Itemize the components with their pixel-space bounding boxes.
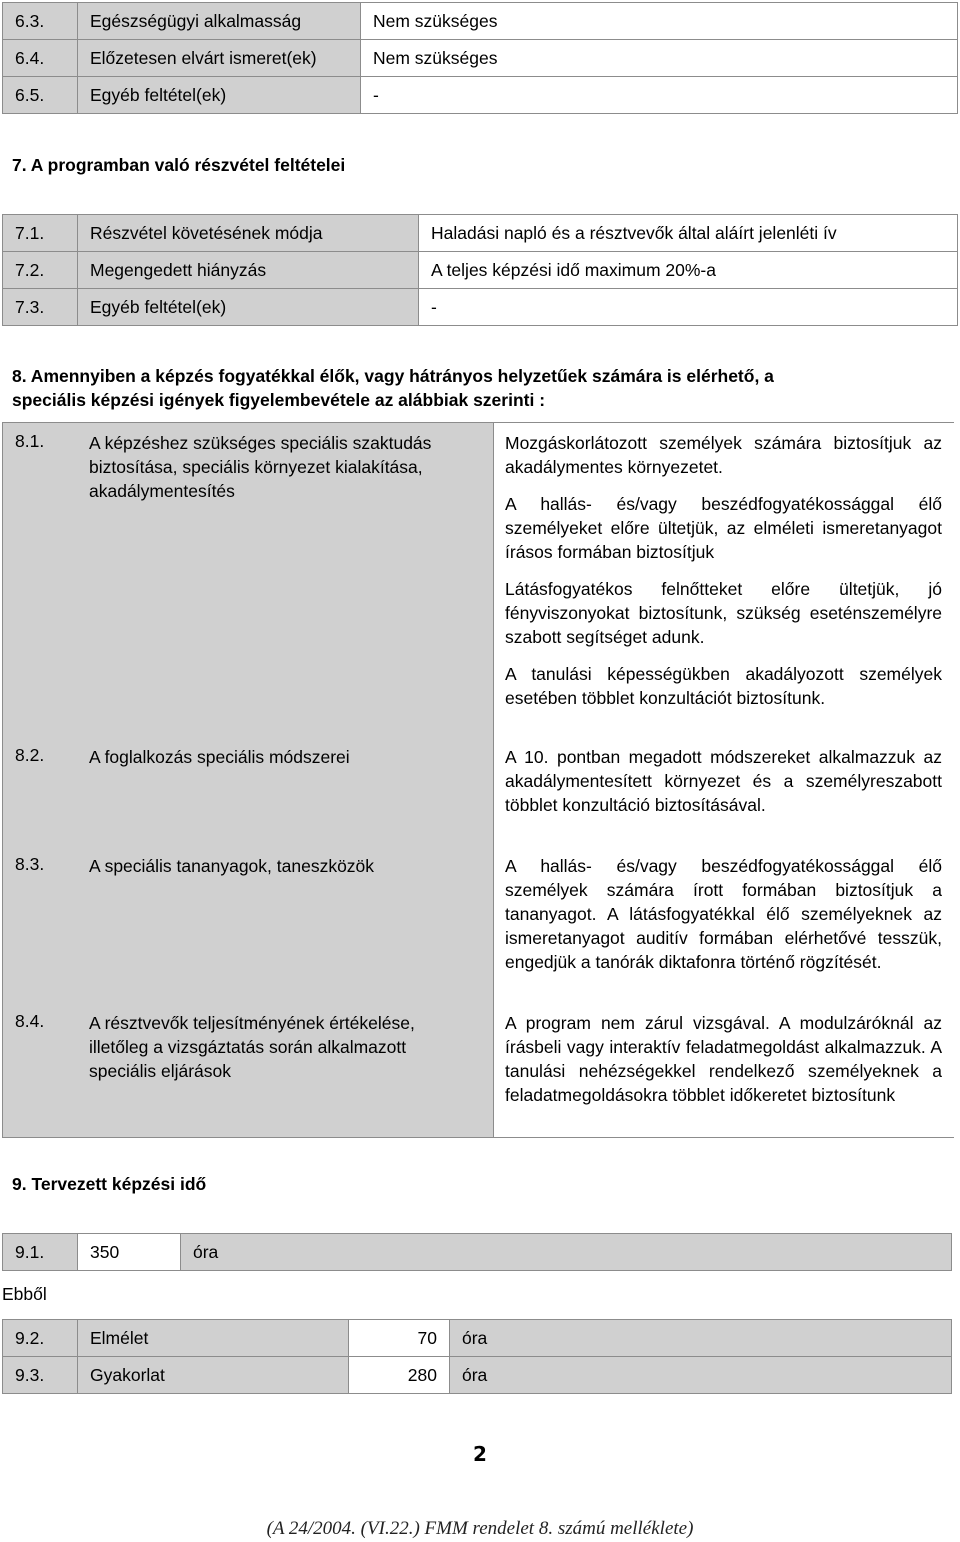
table-row [3, 215, 958, 252]
row-label: A képzéshez szükséges speciális szaktudás biztosítása, speciális környezet kialakítása, akadálymentesítés [89, 433, 432, 501]
row-label: Előzetesen elvárt ismeret(ek) [78, 40, 361, 77]
section-8-title-line-1: 8. Amennyiben a képzés fogyatékkal élők, vagy hátrányos helyzetűek számára is elérhető, a [12, 366, 774, 386]
section-8-table [2, 422, 954, 1138]
row-label: Egészségügyi alkalmasság [78, 3, 361, 40]
table-row [3, 3, 958, 40]
row-value: Nem szükséges [361, 3, 958, 40]
row-number: 9.1. [3, 1234, 78, 1271]
table-row [3, 289, 958, 326]
paragraph: A hallás- és/vagy beszédfogyatékossággal élő személyeket előre ültetjük, az elméleti ismeretanyagot írásos formában biztosítjuk [505, 494, 942, 562]
row-value: A 10. pontban megadott módszereket alkalmazzuk az akadálymentesített környezet és a személyreszabott többlet konzultáció biztosításával. [505, 747, 942, 815]
section-9-title: 9. Tervezett képzési idő [12, 1174, 207, 1194]
ebbol-label: Ebből [2, 1284, 47, 1304]
paragraph: Látásfogyatékos felnőtteket előre ültetjük, jó fényviszonyokat biztosítunk, szükség eseténszemélyre szabott segítséget adunk. [505, 579, 942, 647]
row-label: Egyéb feltétel(ek) [78, 77, 361, 114]
hours-value: 280 [349, 1357, 450, 1394]
row-value: A hallás- és/vagy beszédfogyatékossággal élő személyek számára írott formában biztosítjuk a tananyagot. A látásfogyatékkal élő személyeknek az ismeretanyagot auditív formában elérhetővé tesszük, engedjük a tanórák diktafonra történő rögzítését. [505, 856, 942, 972]
row-number: 8.2. [15, 745, 45, 765]
section-7-title: 7. A programban való részvétel feltételei [12, 155, 346, 175]
page-number: 2 [473, 1442, 487, 1466]
total-hours-table [2, 1233, 952, 1271]
paragraph: Mozgáskorlátozott személyek számára biztosítjuk az akadálymentes környezetet. [505, 433, 942, 477]
row-number: 9.2. [3, 1320, 78, 1357]
row-label: Részvétel követésének módja [78, 215, 419, 252]
row-number: 6.4. [3, 40, 78, 77]
row-number: 7.3. [3, 289, 78, 326]
footer: (A 24/2004. (VI.22.) FMM rendelet 8. számú melléklete) [266, 1518, 694, 1539]
hours-unit: óra [181, 1234, 952, 1271]
row-number: 7.2. [3, 252, 78, 289]
section-6-table [2, 2, 958, 114]
row-label: Megengedett hiányzás [78, 252, 419, 289]
table-row [3, 1320, 952, 1357]
row-label: A speciális tananyagok, taneszközök [89, 856, 375, 876]
table-row [3, 252, 958, 289]
row-value: Haladási napló és a résztvevők által aláírt jelenléti ív [419, 215, 958, 252]
table-row [3, 1234, 952, 1271]
paragraph: A tanulási képességükben akadályozott személyek esetében többlet konzultációt biztosítunk. [505, 664, 942, 708]
row-number: 7.1. [3, 215, 78, 252]
row-label: Egyéb feltétel(ek) [78, 289, 419, 326]
row-value: Nem szükséges [361, 40, 958, 77]
section-8-title [12, 364, 774, 412]
total-hours-value: 350 [78, 1234, 181, 1271]
row-label: Gyakorlat [78, 1357, 349, 1394]
row-number: 8.3. [15, 854, 45, 874]
table-row [3, 1357, 952, 1394]
table-row [3, 77, 958, 114]
table-row [3, 40, 958, 77]
row-number: 6.5. [3, 77, 78, 114]
row-value: - [419, 289, 958, 326]
row-number: 8.1. [15, 431, 45, 451]
row-label: A résztvevők teljesítményének értékelése, illetőleg a vizsgáztatás során alkalmazott speciális eljárások [89, 1013, 415, 1081]
hours-unit: óra [450, 1320, 952, 1357]
row-number: 9.3. [3, 1357, 78, 1394]
hours-value: 70 [349, 1320, 450, 1357]
row-value: A program nem zárul vizsgával. A modulzáróknál az írásbeli vagy interaktív feladatmegoldást alkalmazzuk. A tanulási nehézségekkel rendelkező személyeknek a feladatmegoldásokra többlet időkeretet biztosítunk [505, 1013, 942, 1105]
section-8-title-line-2: speciális képzési igények figyelembevétele az alábbiak szerinti : [12, 390, 546, 410]
row-label: Elmélet [78, 1320, 349, 1357]
section-7-table [2, 214, 958, 326]
row-number: 8.4. [15, 1011, 45, 1031]
row-number: 6.3. [3, 3, 78, 40]
row-value [505, 431, 942, 710]
hours-breakdown-table [2, 1319, 952, 1394]
row-label: A foglalkozás speciális módszerei [89, 747, 350, 767]
row-value: A teljes képzési idő maximum 20%-a [419, 252, 958, 289]
hours-unit: óra [450, 1357, 952, 1394]
row-value: - [361, 77, 958, 114]
